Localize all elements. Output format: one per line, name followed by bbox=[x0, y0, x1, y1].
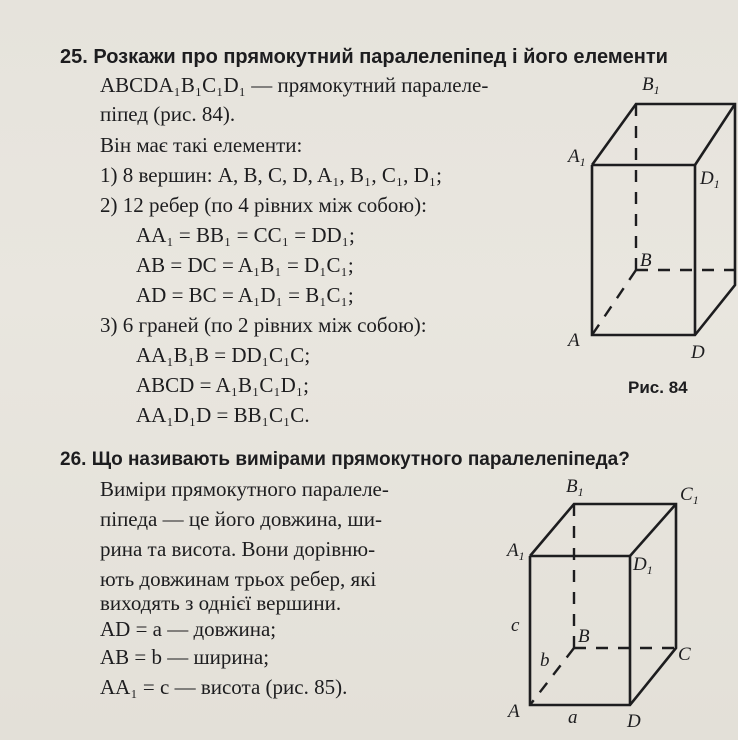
face-equality-3: AA₁D₁D = BB₁C₁C. bbox=[136, 403, 310, 427]
fig85-label-C1-sub: 1 bbox=[692, 493, 699, 507]
fig84-label-B1-sub: 1 bbox=[653, 83, 660, 97]
section-25-intro-line-1: ABCDA₁B₁C₁D₁ — прямокутний паралеле- bbox=[100, 73, 489, 97]
face-equality-1: AA₁B₁B = DD₁C₁C; bbox=[136, 343, 311, 367]
fig85-label-b: b bbox=[540, 650, 550, 671]
section-26-height: AA₁ = c — висота (рис. 85). bbox=[100, 675, 348, 699]
section-25-item-edges: 2) 12 ребер (по 4 рівних між собою): bbox=[100, 193, 427, 217]
fig85-label-B1-letter: B bbox=[566, 476, 578, 497]
edge-equality-2: AB = DC = A₁B₁ = D₁C₁; bbox=[136, 253, 354, 277]
section-26-width: AB = b — ширина; bbox=[100, 645, 270, 669]
section-26-line-1: Виміри прямокутного паралеле- bbox=[100, 477, 389, 501]
fig85-label-C1 bbox=[680, 484, 699, 507]
fig85-label-B1 bbox=[566, 476, 584, 499]
figure-84-caption: Рис. 84 bbox=[628, 378, 688, 397]
section-25-elements-intro: Він має такі елементи: bbox=[100, 133, 303, 157]
section-26-line-4: ють довжинам трьох ребер, які bbox=[100, 567, 377, 591]
section-26-title: Що називають вимірами прямокутного паралелепіпеда? bbox=[91, 449, 630, 470]
fig84-label-B1-letter: B bbox=[642, 74, 654, 95]
section-26-line-3: рина та висота. Вони дорівню- bbox=[100, 537, 376, 561]
section-25-title: Розкажи про прямокутний паралелепіпед і його елементи bbox=[93, 46, 668, 68]
fig84-label-D1-letter: D bbox=[700, 168, 714, 189]
section-25-item-faces: 3) 6 граней (по 2 рівних між собою): bbox=[100, 313, 427, 337]
section-26-line-5: виходять з однієї вершини. bbox=[100, 591, 342, 615]
section-25-item-vertices: 1) 8 вершин: A, B, C, D, A₁, B₁, C₁, D₁; bbox=[100, 163, 442, 187]
fig85-label-C1-letter: C bbox=[680, 484, 693, 505]
fig85-label-D1-letter: D bbox=[633, 554, 647, 575]
section-26-length: AD = a — довжина; bbox=[100, 617, 277, 641]
fig84-label-D: D bbox=[691, 342, 705, 363]
face-equality-2: ABCD = A₁B₁C₁D₁; bbox=[136, 373, 309, 397]
fig84-label-A1-letter: A bbox=[568, 146, 580, 167]
fig85-label-D1-sub: 1 bbox=[646, 563, 653, 577]
section-25-intro-line-2: піпед (рис. 84). bbox=[100, 102, 236, 126]
fig85-label-a: a bbox=[568, 707, 578, 728]
fig84-label-A1-sub: 1 bbox=[579, 155, 586, 169]
edge-equality-1: AA₁ = BB₁ = CC₁ = DD₁; bbox=[136, 223, 355, 247]
section-25-number: 25. bbox=[60, 46, 88, 68]
fig84-label-B: B bbox=[640, 250, 652, 271]
fig85-label-c: c bbox=[511, 615, 520, 636]
fig85-label-C: C bbox=[678, 644, 691, 665]
section-26-line-2: піпеда — це його довжина, ши- bbox=[100, 507, 382, 531]
fig85-label-A1-letter: A bbox=[507, 540, 519, 561]
edge-equality-3: AD = BC = A₁D₁ = B₁C₁; bbox=[136, 283, 354, 307]
fig85-label-B: B bbox=[578, 626, 590, 647]
fig84-label-A: A bbox=[568, 330, 580, 351]
fig85-label-A1 bbox=[505, 540, 525, 563]
fig85-label-A: A bbox=[508, 701, 520, 722]
fig85-label-D1 bbox=[632, 554, 653, 577]
section-26-number: 26. bbox=[60, 449, 87, 470]
fig85-label-A1-sub: 1 bbox=[518, 549, 525, 563]
fig85-label-B1-sub: 1 bbox=[577, 485, 584, 499]
fig84-label-D1-sub: 1 bbox=[713, 177, 720, 191]
fig85-label-D: D bbox=[627, 711, 641, 732]
